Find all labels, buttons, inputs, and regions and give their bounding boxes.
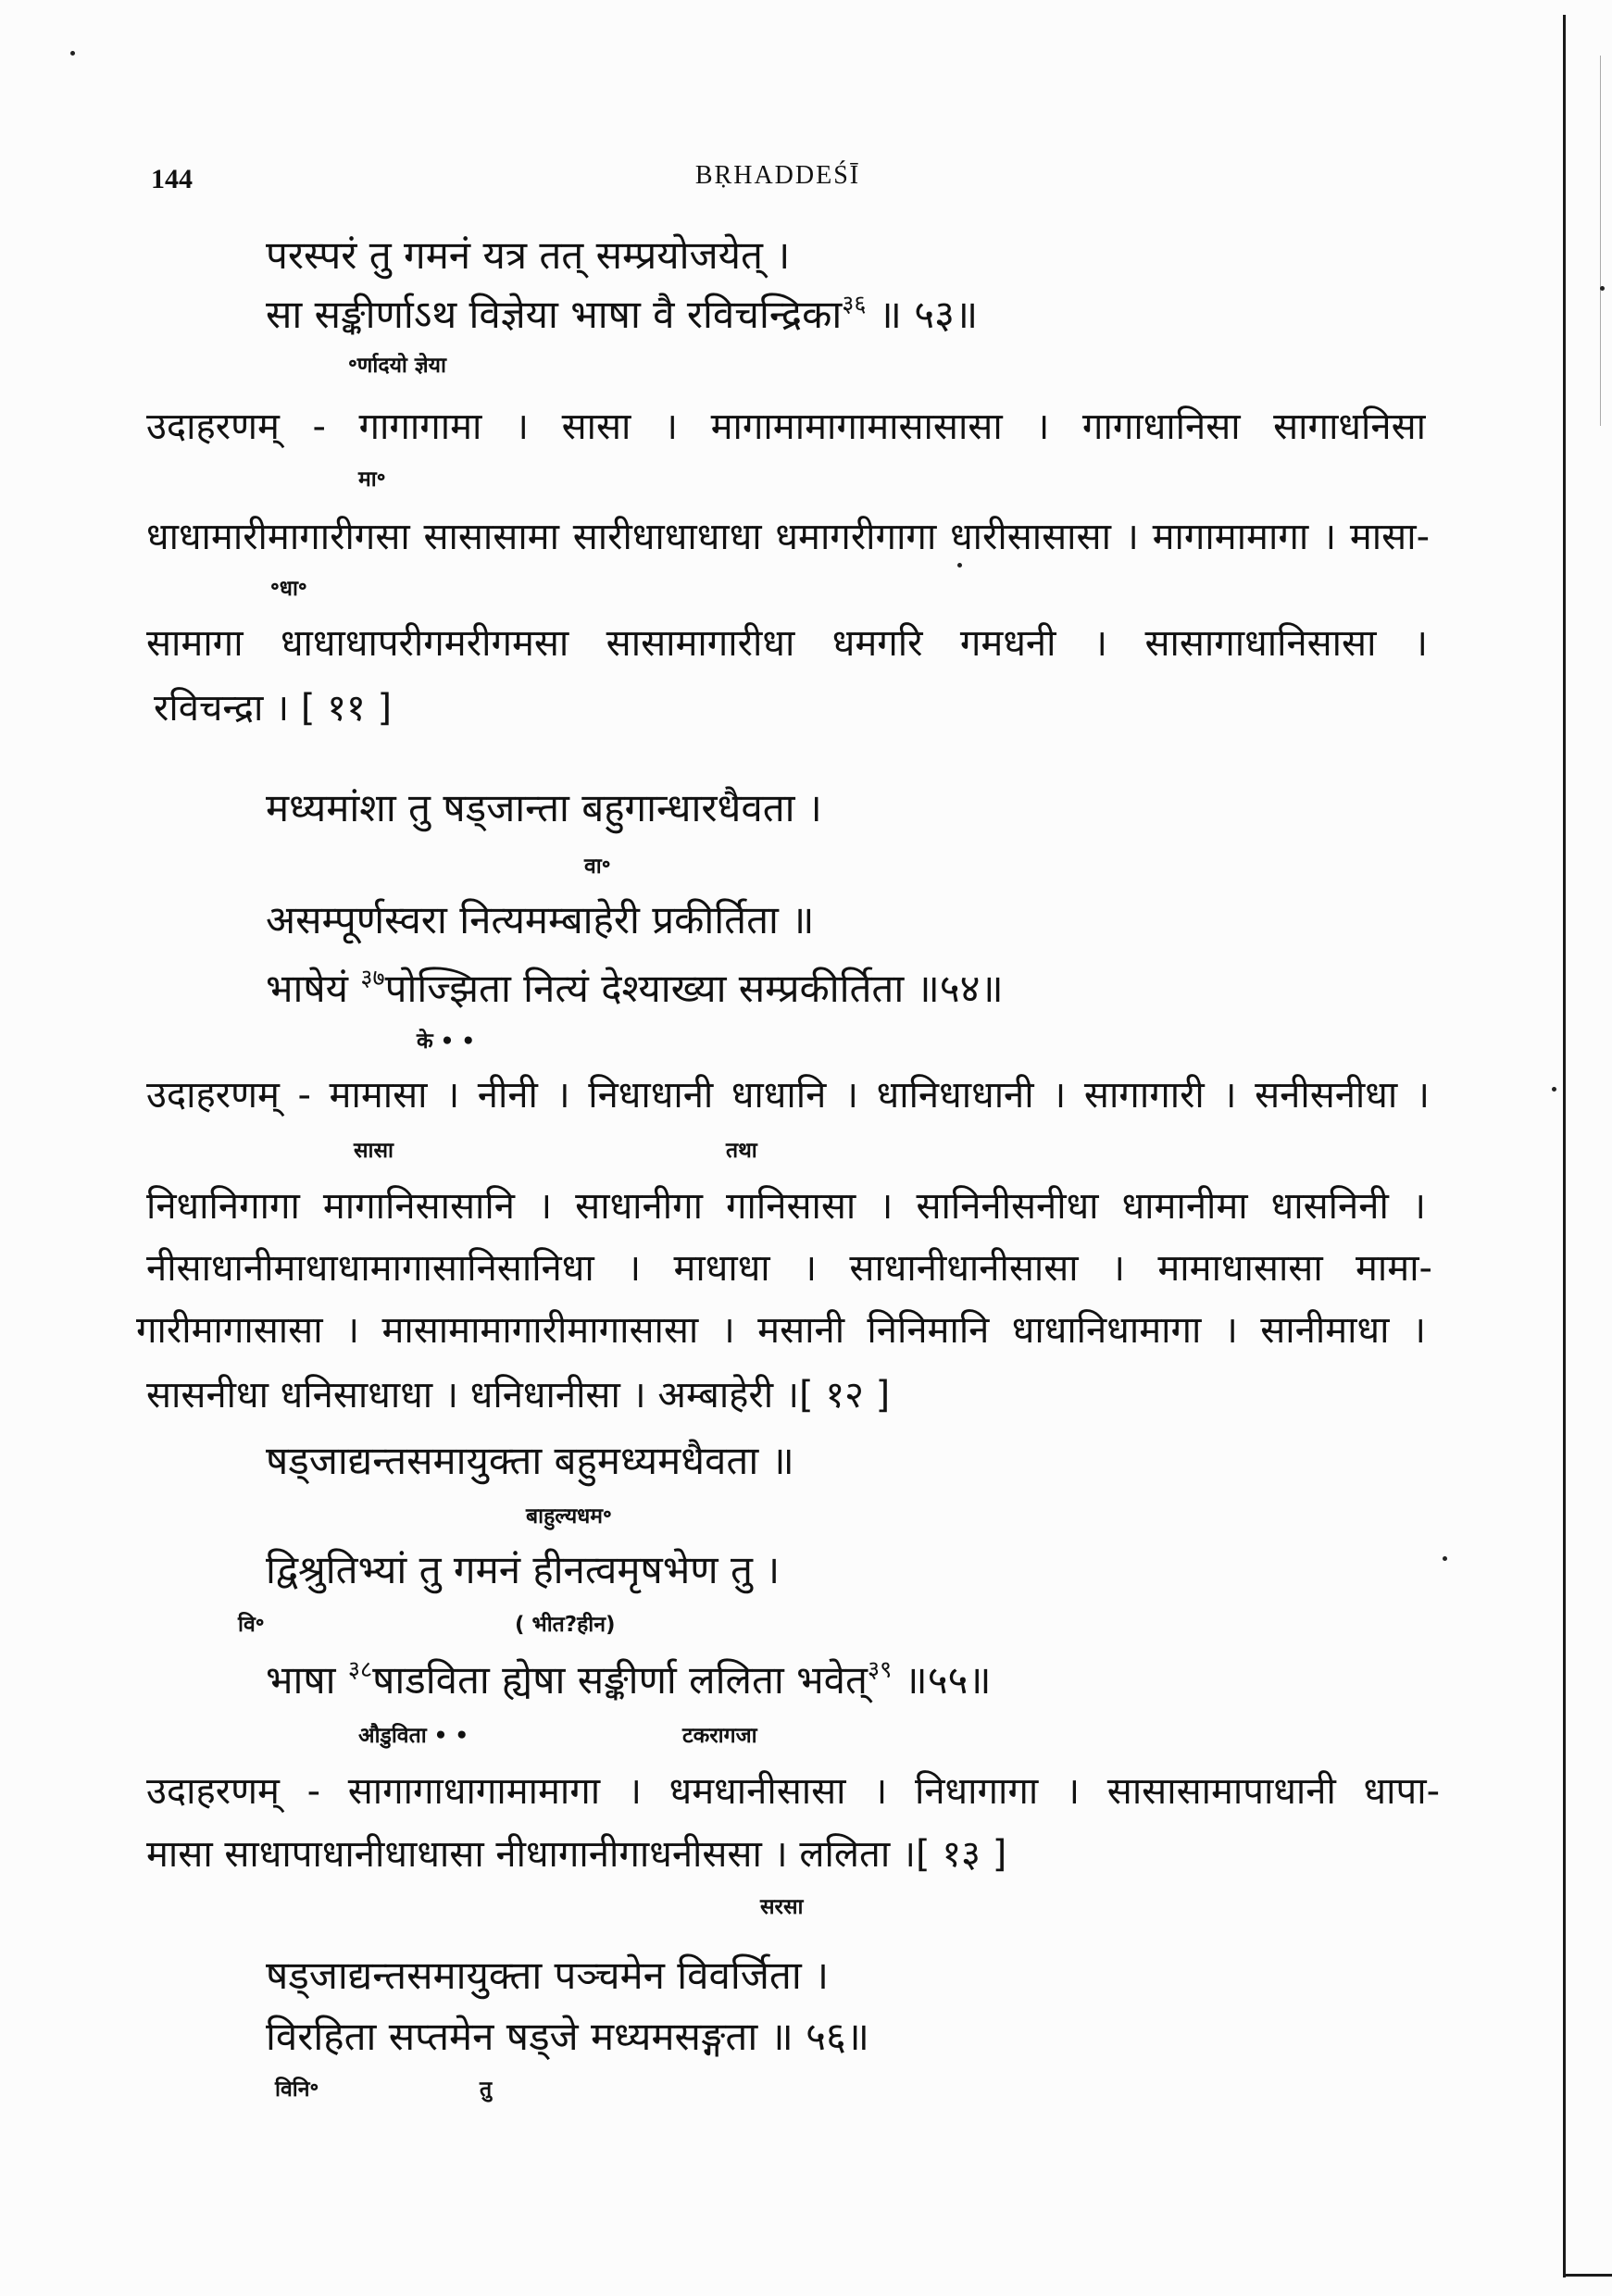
scan-page-edge <box>1563 2274 1612 2277</box>
example-line: नीसाधानीमाधाधामागासानिसानिधा । माधाधा । साधानीधानीसासा । मामाधासासा मामा- <box>146 1247 1432 1290</box>
page-number: 144 <box>151 164 193 194</box>
variant-reading: के • • <box>417 1029 476 1054</box>
verse-number: ॥५५॥ <box>892 1657 992 1703</box>
variant-reading: तथा <box>726 1139 757 1163</box>
example-line: निधानिगागा मागानिसासानि । साधानीगा गानिसासा । सानिनीसनीधा धामानीमा धासनिनी । <box>146 1185 1426 1228</box>
example-line-raga-name: रविचन्द्रा । [ ११ ] <box>154 687 393 730</box>
example-line-raga-name: सासनीधा धनिसाधाधा । धनिधानीसा । अम्बाहेरी ।[ १२ ] <box>146 1374 891 1416</box>
example-line: उदाहरणम् - मामासा । नीनी । निधाधानी धाधानि । धानिधाधानी । सागागारी । सनीसनीधा । <box>146 1074 1430 1117</box>
running-title: BṚHADDEŚĪ <box>694 161 861 190</box>
variant-reading: ॰धा॰ <box>270 577 307 601</box>
verse-text: पोज्झिता नित्यं देश्याख्या सम्प्रकीर्तिता ॥५४॥ <box>384 966 1004 1011</box>
verse-56-line-2: विरहिता सप्तमेन षड्जे मध्यमसङ्गता ॥ ५६॥ <box>266 2014 869 2059</box>
verse-55-line-2: द्विश्रुतिभ्यां तु गमनं हीनत्वमृषभेण तु । <box>266 1547 781 1592</box>
example-line: सामागा धाधाधापरीगमरीगमसा सासामागारीधा धमगरि गमधनी । सासागाधानिसासा । <box>146 622 1428 665</box>
verse-55-line-1: षड्जाद्यन्तसमायुक्ता बहुमध्यमधैवता ॥ <box>266 1438 794 1483</box>
verse-text: सा सङ्कीर्णाऽथ विज्ञेया भाषा वै रविचन्द्रिका <box>266 292 843 337</box>
verse-text: भाषेयं <box>266 966 361 1011</box>
variant-reading: ( भीत?हीन) <box>515 1613 616 1637</box>
scan-speck <box>1443 1556 1447 1561</box>
variant-reading: टकरागजा <box>682 1724 757 1748</box>
footnote-ref: ३९ <box>867 1655 893 1683</box>
footnote-ref: ३७ <box>360 964 385 992</box>
verse-54-line-1: मध्यमांशा तु षड्जान्ता बहुगान्धारधैवता । <box>266 785 822 830</box>
verse-number: ॥ ५३॥ <box>866 292 979 337</box>
variant-reading: सासा <box>354 1139 394 1163</box>
scan-speck <box>70 51 75 56</box>
verse-55-line-3 <box>266 1654 1192 1706</box>
verse-56-line-1: षड्जाद्यन्तसमायुक्ता पञ्चमेन विवर्जिता । <box>266 1953 830 1998</box>
variant-reading: विनि॰ <box>275 2078 319 2102</box>
variant-reading: बाहुल्यधम॰ <box>526 1504 612 1529</box>
variant-reading: औडुविता • • <box>358 1724 469 1748</box>
variant-reading: तु <box>480 2078 493 2102</box>
verse-53-line-2 <box>266 289 1173 341</box>
variant-reading: वा॰ <box>584 855 611 879</box>
scan-page-edge <box>1600 56 1601 426</box>
footnote-ref: ३८ <box>347 1655 373 1683</box>
variant-reading: मा॰ <box>358 468 386 492</box>
variant-reading: वि॰ <box>238 1613 265 1637</box>
verse-54-line-2: असम्पूर्णस्वरा नित्यमम्बाहेरी प्रकीर्तिता ॥ <box>266 897 815 942</box>
variant-reading: ॰र्णादयो ज्ञेया <box>348 354 446 378</box>
verse-text: षाडविता ह्येषा सङ्कीर्णा ललिता भवेत् <box>372 1657 868 1703</box>
verse-53-line-1: परस्परं तु गमनं यत्र तत् सम्प्रयोजयेत् । <box>266 232 791 278</box>
verse-text: भाषा <box>266 1657 348 1703</box>
scan-speck <box>1600 286 1605 291</box>
scan-page-edge <box>1563 15 1566 2277</box>
example-line: उदाहरणम् - गागागामा । सासा । मागामामागामासासासा । गागाधानिसा सागाधनिसा <box>146 406 1426 448</box>
example-line: उदाहरणम् - सागागाधागामामागा । धमधानीसासा । निधागागा । सासासामापाधानी धापा- <box>146 1770 1440 1813</box>
scan-speck <box>957 563 962 568</box>
verse-54-line-3 <box>266 963 1173 1015</box>
footnote-ref: ३६ <box>842 290 867 318</box>
example-line: गारीमागासासा । मासामामागारीमागासासा । मसानी निनिमानि धाधानिधामागा । सानीमाधा । <box>136 1309 1426 1352</box>
example-line-raga-name: मासा साधापाधानीधाधासा नीधागानीगाधनीससा । ललिता ।[ १३ ] <box>146 1833 1007 1876</box>
variant-reading: सरसा <box>760 1895 804 1919</box>
scan-speck <box>1552 1087 1556 1092</box>
example-line: धाधामारीमागारीगसा सासासामा सारीधाधाधाधा धमागरीगागा धारीसासासा । मागामामागा । मासा- <box>146 516 1430 558</box>
